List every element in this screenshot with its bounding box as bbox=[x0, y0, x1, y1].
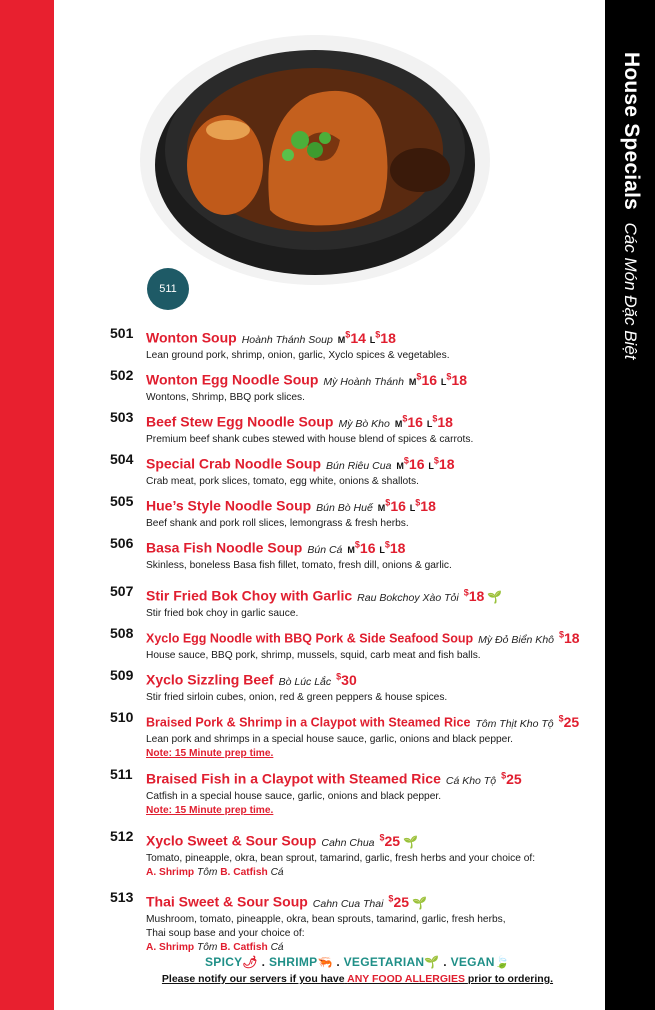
item-description: Premium beef shank cubes stewed with house blend of spices & carrots. bbox=[146, 433, 474, 445]
option-a: A. Shrimp bbox=[146, 941, 195, 953]
item-description: Catfish in a special house sauce, garlic, onions and black pepper. bbox=[146, 790, 442, 802]
item-price: 18 bbox=[564, 629, 580, 646]
item-options: A. Shrimp Tôm B. Catfish Cá bbox=[146, 866, 284, 878]
price-large: 18 bbox=[389, 539, 406, 556]
item-price: 30 bbox=[341, 671, 357, 688]
item-name: Beef Stew Egg Noodle Soup bbox=[146, 413, 334, 430]
legend-spicy: SPICY bbox=[204, 955, 243, 969]
option-b: B. Catfish bbox=[220, 866, 268, 878]
vegetarian-leaf-icon: 🌱 bbox=[403, 834, 419, 849]
item-price: 25 bbox=[563, 713, 580, 730]
item-description: Lean pork and shrimps in a special house sauce, garlic, onions and black pepper. bbox=[146, 733, 513, 745]
item-name: Stir Fried Bok Choy with Garlic bbox=[146, 587, 353, 604]
legend-vegetarian: VEGETARIAN bbox=[343, 955, 425, 969]
page-subtitle: Các Món Đặc Biệt bbox=[621, 222, 640, 360]
item-price: 18 bbox=[468, 587, 485, 604]
price-medium: 16 bbox=[408, 455, 425, 472]
item-number: 502 bbox=[110, 367, 134, 383]
price-medium: 16 bbox=[390, 497, 406, 514]
option-b: B. Catfish bbox=[220, 941, 268, 953]
sprout-icon: 🌱 bbox=[424, 955, 440, 969]
page-title: House Specials bbox=[620, 52, 643, 211]
item-number: 505 bbox=[110, 493, 134, 509]
legend-shrimp: SHRIMP bbox=[268, 955, 318, 969]
item-viet-name: Bún Bò Huế bbox=[316, 501, 373, 514]
item-number: 511 bbox=[110, 766, 133, 782]
item-description: Mushroom, tomato, pineapple, okra, bean sprouts, tamarind, garlic, fresh herbs, bbox=[146, 913, 506, 925]
claypot-fish-photo bbox=[110, 0, 530, 310]
price-large: 18 bbox=[438, 455, 455, 472]
price-large: 18 bbox=[451, 371, 467, 388]
item-viet-name: Rau Bokchoy Xào Tỏi bbox=[357, 591, 459, 604]
item-viet-name: Cá Kho Tộ bbox=[445, 774, 497, 787]
item-name: Hue’s Style Noodle Soup bbox=[146, 497, 312, 514]
item-name: Xyclo Sweet & Sour Soup bbox=[146, 832, 317, 849]
item-name: Xyclo Egg Noodle with BBQ Pork & Side Seafood Soup bbox=[146, 631, 474, 646]
item-name: Xyclo Sizzling Beef bbox=[146, 671, 274, 688]
item-name: Braised Pork & Shrimp in a Claypot with Steamed Rice bbox=[146, 715, 471, 730]
item-number: 510 bbox=[110, 709, 134, 725]
left-red-band bbox=[0, 0, 54, 1010]
item-name: Wonton Egg Noodle Soup bbox=[146, 371, 319, 388]
allergy-notice: Please notify our servers if you have ANY FOOD ALLERGIES prior to ordering. bbox=[161, 973, 554, 985]
item-name: Special Crab Noodle Soup bbox=[146, 455, 322, 472]
item-number: 504 bbox=[110, 451, 134, 467]
item-viet-name: Tôm Thịt Kho Tộ bbox=[475, 717, 554, 730]
item-number: 501 bbox=[110, 325, 134, 341]
item-number: 508 bbox=[110, 625, 134, 641]
item-number: 507 bbox=[110, 583, 134, 599]
price-medium: 14 bbox=[350, 329, 366, 346]
item-number: 509 bbox=[110, 667, 134, 683]
item-viet-name: Bún Cá bbox=[307, 543, 343, 556]
chili-icon: 🌶 bbox=[242, 955, 259, 969]
item-description: Crab meat, pork slices, tomato, egg white, onions & shallots. bbox=[146, 475, 419, 487]
item-description: House sauce, BBQ pork, shrimp, mussels, squid, carb meat and fish balls. bbox=[146, 649, 481, 661]
leaf-icon: 🍃 bbox=[494, 955, 511, 969]
item-number: 512 bbox=[110, 828, 134, 844]
item-description: Skinless, boneless Basa fish fillet, tomato, fresh dill, onions & garlic. bbox=[146, 559, 452, 571]
item-description: Stir fried sirloin cubes, onion, red & green peppers & house spices. bbox=[146, 691, 448, 703]
item-price: 25 bbox=[393, 893, 410, 910]
legend-vegan: VEGAN bbox=[450, 955, 495, 969]
price-large: 18 bbox=[380, 329, 396, 346]
price-medium: 16 bbox=[359, 539, 376, 556]
vegetarian-leaf-icon: 🌱 bbox=[487, 589, 503, 604]
vegetarian-leaf-icon: 🌱 bbox=[412, 895, 427, 910]
price-medium: 16 bbox=[421, 371, 438, 388]
item-number: 513 bbox=[110, 889, 134, 905]
side-title bbox=[605, 0, 655, 400]
dietary-legend: SPICY🌶 . SHRIMP🦐 . VEGETARIAN🌱 . VEGAN🍃 bbox=[204, 955, 511, 969]
item-viet-name: Hoành Thánh Soup bbox=[241, 333, 333, 346]
price-large: 18 bbox=[437, 413, 453, 430]
item-name: Braised Fish in a Claypot with Steamed Rice bbox=[146, 770, 441, 787]
item-description: Beef shank and pork roll slices, lemongrass & fresh herbs. bbox=[146, 517, 409, 529]
item-viet-name: Cahn Chua bbox=[321, 836, 375, 849]
item-options: A. Shrimp Tôm B. Catfish Cá bbox=[146, 941, 284, 953]
item-number: 503 bbox=[110, 409, 134, 425]
shrimp-icon: 🦐 bbox=[317, 955, 333, 969]
option-a: A. Shrimp bbox=[146, 866, 195, 878]
item-description: Lean ground pork, shrimp, onion, garlic, Xyclo spices & vegetables. bbox=[146, 349, 450, 361]
item-price: 25 bbox=[384, 832, 401, 849]
prep-time-note: Note: 15 Minute prep time. bbox=[146, 804, 274, 816]
prep-time-note: Note: 15 Minute prep time. bbox=[146, 747, 274, 759]
item-description-2: Thai soup base and your choice of: bbox=[146, 927, 305, 939]
price-medium: 16 bbox=[407, 413, 423, 430]
item-number: 506 bbox=[110, 535, 134, 551]
item-viet-name: Bò Lúc Lắc bbox=[278, 675, 332, 688]
item-viet-name: Mỳ Hoành Thánh bbox=[323, 375, 404, 388]
item-name: Thai Sweet & Sour Soup bbox=[146, 893, 308, 910]
item-viet-name: Mỳ Bò Kho bbox=[338, 417, 390, 430]
item-viet-name: Mỳ Đỏ Biển Khô bbox=[478, 633, 554, 646]
item-name: Wonton Soup bbox=[146, 329, 237, 346]
item-description: Tomato, pineapple, okra, bean sprout, tamarind, garlic, fresh herbs and your choice of: bbox=[146, 852, 536, 864]
item-price: 25 bbox=[506, 770, 522, 787]
item-description: Stir fried bok choy in garlic sauce. bbox=[146, 607, 299, 619]
item-viet-name: Cahn Cua Thai bbox=[312, 897, 384, 910]
item-description: Wontons, Shrimp, BBQ pork slices. bbox=[146, 391, 305, 403]
item-viet-name: Bún Riêu Cua bbox=[326, 459, 392, 472]
item-name: Basa Fish Noodle Soup bbox=[146, 539, 303, 556]
price-large: 18 bbox=[420, 497, 436, 514]
item-number-badge: 511 bbox=[147, 268, 189, 310]
